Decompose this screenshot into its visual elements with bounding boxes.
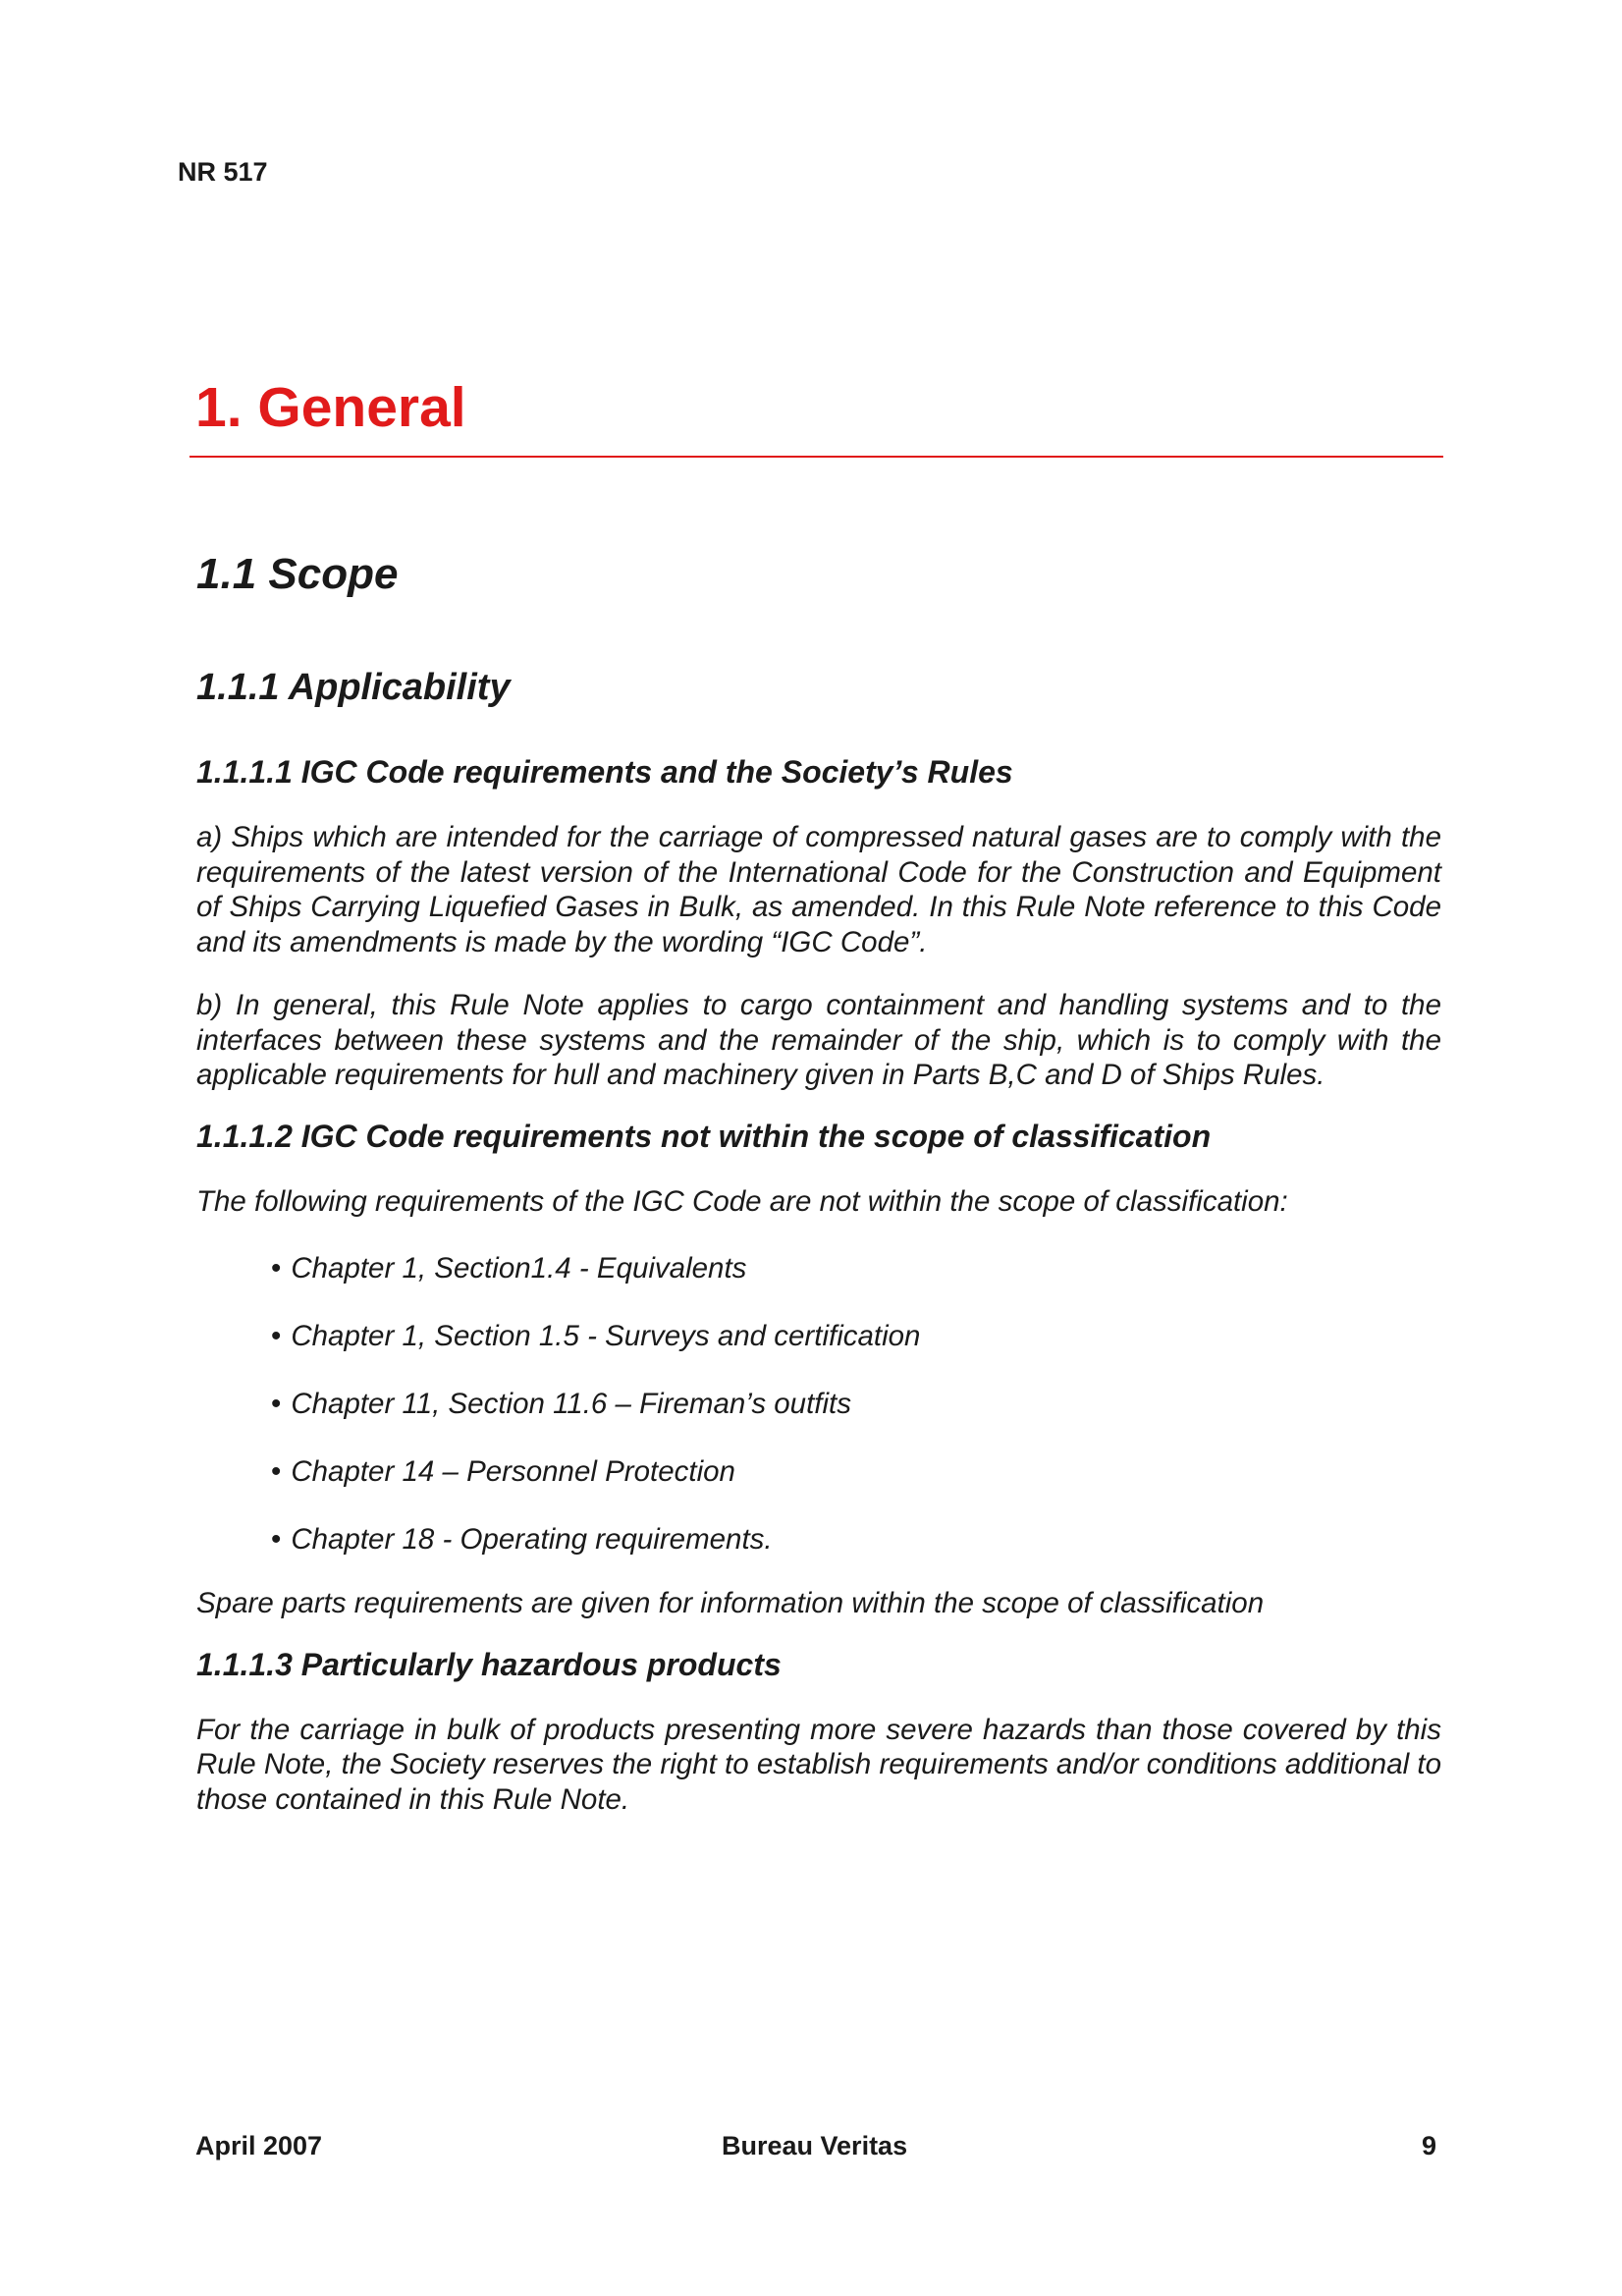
bullet-icon: • [271,1523,282,1556]
clause-heading-1-1-1-3: 1.1.1.3 Particularly hazardous products [196,1646,782,1682]
clause-heading-1-1-1-2: 1.1.1.2 IGC Code requirements not within the scope of classification [196,1118,1212,1154]
exclusion-list [196,1251,1441,1558]
list-item-text: Chapter 11, Section 11.6 – Fireman’s outfits [291,1388,851,1420]
list-item [196,1251,1441,1286]
paragraph-a: a) Ships which are intended for the carriage of compressed natural gases are to comply with the requirements of the latest version of the International Code for the Construction and Equipment of Ships Carrying Liquefied Gases in Bulk, as amended. In this Rule Note reference to this Code and its amendments is made by the wording “IGC Code”. [196,821,1441,958]
subsection-heading-applicability: 1.1.1 Applicability [196,667,511,708]
list-item [196,1387,1441,1422]
footer-date: April 2007 [195,2131,323,2160]
footer-publisher: Bureau Veritas [722,2131,908,2160]
list-item-text: Chapter 1, Section 1.5 - Surveys and certification [291,1320,921,1352]
document-id: NR 517 [178,157,268,187]
document-body [196,550,1441,1817]
page-number: 9 [1422,2131,1437,2160]
list-item [196,1319,1441,1354]
bullet-icon: • [271,1455,282,1488]
paragraph-intro: The following requirements of the IGC Code are not within the scope of classification: [196,1184,1288,1218]
chapter-title: 1. General [195,376,466,439]
list-item-text: Chapter 1, Section1.4 - Equivalents [291,1252,747,1285]
paragraph-spare-parts: Spare parts requirements are given for information within the scope of classification [196,1587,1265,1619]
clause-heading-1-1-1-1: 1.1.1.1 IGC Code requirements and the Society’s Rules [196,754,1013,790]
paragraph-b: b) In general, this Rule Note applies to cargo containment and handling systems and to the interfaces between these systems and the remainder of the ship, which is to comply with the applicable requirements for hull and machinery given in Parts B,C and D of Ships Rules. [196,989,1441,1091]
bullet-icon: • [271,1252,282,1285]
list-item-text: Chapter 18 - Operating requirements. [291,1523,773,1556]
paragraph-hazardous: For the carriage in bulk of products presenting more severe hazards than those covered by this Rule Note, the Society reserves the right to establish requirements and/or conditions additional to those contained in this Rule Note. [196,1713,1441,1816]
section-heading-scope: 1.1 Scope [196,550,399,598]
list-item [196,1454,1441,1490]
bullet-icon: • [271,1388,282,1420]
chapter-divider [189,456,1443,458]
bullet-icon: • [271,1320,282,1352]
list-item-text: Chapter 14 – Personnel Protection [291,1455,735,1488]
list-item [196,1522,1441,1558]
